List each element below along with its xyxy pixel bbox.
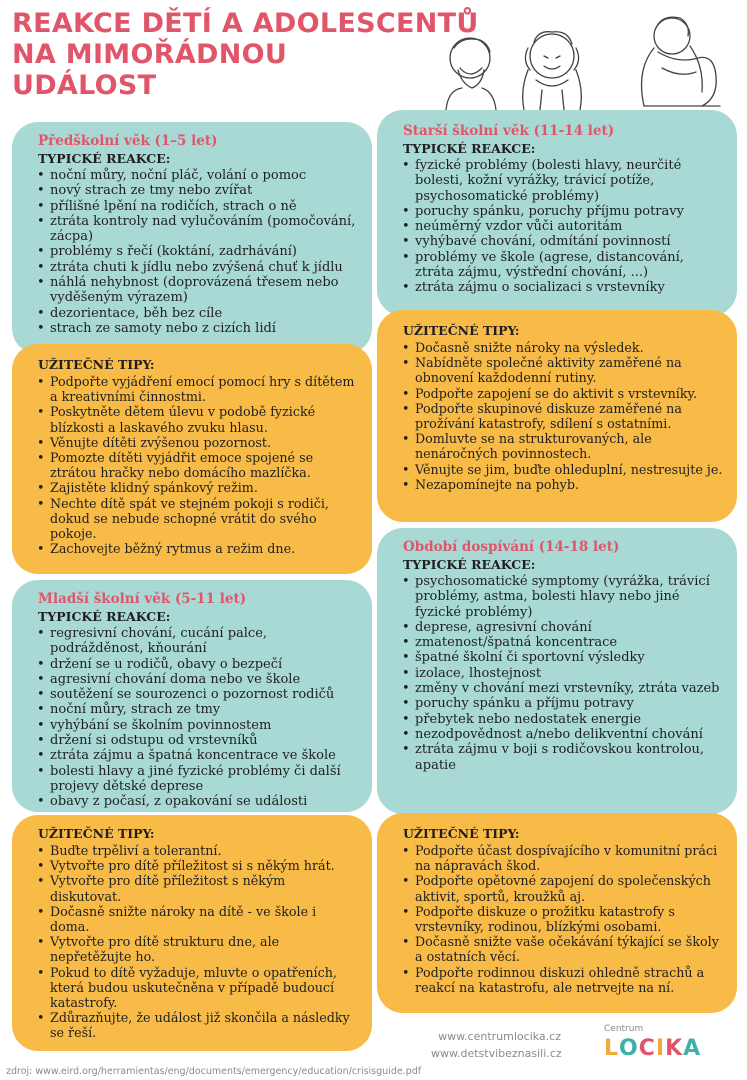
list-item: • noční můry, strach ze tmy <box>36 702 358 717</box>
title-line-3: UDÁLOST <box>12 70 157 101</box>
preschool-subtitle: TYPICKÉ REAKCE: <box>38 151 171 166</box>
list-item: • ztráta chuti k jídlu nebo zvýšená chuť k jídlu <box>36 260 358 275</box>
list-item: • Dočasně snižte vaše očekávání týkající se školy a ostatních věcí. <box>401 934 723 964</box>
younger-tips-title: UŽITEČNÉ TIPY: <box>38 826 155 841</box>
list-item: • fyzické problémy (bolesti hlavy, neurčité bolesti, kožní vyrážky, trávicí potíže, psychosomatické problémy) <box>401 158 723 204</box>
list-item: • Podpořte zapojení se do aktivit s vrstevníky. <box>401 386 723 401</box>
footer-websites <box>431 1028 561 1062</box>
list-item: • Domluvte se na strukturovaných, ale nenáročných povinnostech. <box>401 431 723 461</box>
list-item: • poruchy spánku a příjmu potravy <box>401 696 723 711</box>
list-item: • psychosomatické symptomy (vyrážka, trávicí problémy, astma, bolesti hlavy nebo jiné fyzické problémy) <box>401 574 723 620</box>
list-item: • Vytvořte pro dítě strukturu dne, ale nepřetěžujte ho. <box>36 934 358 964</box>
list-item: • ztráta zájmu v boji s rodičovskou kontrolou, apatie <box>401 742 723 773</box>
logo-letter: I <box>655 1036 665 1061</box>
preschool-list <box>36 168 358 336</box>
list-item: • noční můry, noční pláč, volání o pomoc <box>36 168 358 183</box>
list-item: • problémy ve škole (agrese, distancování, ztráta zájmu, výstřední chování, ...) <box>401 250 723 281</box>
list-item: • Poskytněte dětem úlevu v podobě fyzické blízkosti a laskavého zvuku hlasu. <box>36 404 358 434</box>
list-item: • Nabídněte společné aktivity zaměřené na obnovení každodenní rutiny. <box>401 355 723 385</box>
distressed-children-illustration <box>432 6 742 110</box>
younger-subtitle: TYPICKÉ REAKCE: <box>38 609 171 624</box>
preschool-title: Předškolní věk (1–5 let) <box>38 133 218 149</box>
list-item: • regresivní chování, cucání palce, podrážděnost, kňourání <box>36 626 358 657</box>
list-item: • Dočasně snižte nároky na výsledek. <box>401 340 723 355</box>
logo-letter: K <box>665 1036 683 1061</box>
list-item: • Podpořte účast dospívajícího v komunitní práci na nápravách škod. <box>401 843 723 873</box>
list-item: • špatné školní či sportovní výsledky <box>401 650 723 665</box>
older-subtitle: TYPICKÉ REAKCE: <box>403 141 536 156</box>
list-item: • Věnujte dítěti zvýšenou pozornost. <box>36 435 358 450</box>
title-line-1: REAKCE DĚTÍ A ADOLESCENTŮ <box>12 8 479 39</box>
preschool-tips-title: UŽITEČNÉ TIPY: <box>38 357 155 372</box>
preschool-tips-list <box>36 374 358 556</box>
teen-tips-card <box>377 813 737 1013</box>
list-item: • Vytvořte pro dítě příležitost s někým diskutovat. <box>36 873 358 903</box>
list-item: • agresivní chování doma nebo ve škole <box>36 672 358 687</box>
list-item: • přílišné lpění na rodičích, strach o ně <box>36 199 358 214</box>
list-item: • neúměrný vzdor vůči autoritám <box>401 219 723 234</box>
logo-letter: A <box>683 1036 701 1061</box>
list-item: • Buďte trpěliví a tolerantní. <box>36 843 358 858</box>
younger-title: Mladší školní věk (5-11 let) <box>38 591 247 607</box>
list-item: • problémy s řečí (koktání, zadrhávání) <box>36 244 358 259</box>
younger-tips-card <box>12 815 372 1051</box>
list-item: • Pomozte dítěti vyjádřit emoce spojené se ztrátou hračky nebo domácího mazlíčka. <box>36 450 358 480</box>
list-item: • Nechte dítě spát ve stejném pokoji s rodiči, dokud se nebude schopné vrátit do svého pokoje. <box>36 496 358 542</box>
list-item: • izolace, lhostejnost <box>401 666 723 681</box>
older-tips-title: UŽITEČNÉ TIPY: <box>403 323 520 338</box>
list-item: • Zdůrazňujte, že událost již skončila a následky se řeší. <box>36 1010 358 1040</box>
list-item: • Pokud to dítě vyžaduje, mluvte o opatřeních, která budou uskutečněna v případě budoucí katastrofy. <box>36 965 358 1011</box>
logo-letter: O <box>619 1036 638 1061</box>
list-item: • Podpořte vyjádření emocí pomocí hry s dítětem a kreativními činnostmi. <box>36 374 358 404</box>
list-item: • vyhýbavé chování, odmítání povinností <box>401 234 723 249</box>
logo-caption: Centrum <box>604 1024 644 1034</box>
preschool-tips-card <box>12 344 372 574</box>
list-item: • změny v chování mezi vrstevníky, ztráta vazeb <box>401 681 723 696</box>
younger-list <box>36 626 358 810</box>
list-item: • strach ze samoty nebo z cizích lidí <box>36 321 358 336</box>
younger-card <box>12 580 372 812</box>
list-item: • bolesti hlavy a jiné fyzické problémy či další projevy dětské deprese <box>36 764 358 795</box>
list-item: • nový strach ze tmy nebo zvířat <box>36 183 358 198</box>
list-item: • Podpořte rodinnou diskuzi ohledně strachů a reakcí na katastrofu, ale netrvejte na ní. <box>401 965 723 995</box>
list-item: • soutěžení se sourozenci o pozornost rodičů <box>36 687 358 702</box>
teen-title: Období dospívání (14-18 let) <box>403 539 620 555</box>
list-item: • držení si odstupu od vrstevníků <box>36 733 358 748</box>
title-line-2: NA MIMOŘÁDNOU <box>12 39 288 70</box>
list-item: • vyhýbání se školním povinnostem <box>36 718 358 733</box>
list-item: • Podpořte diskuze o prožitku katastrofy s vrstevníky, rodinou, blízkými osobami. <box>401 904 723 934</box>
list-item: • nezodpovědnost a/nebo delikventní chování <box>401 727 723 742</box>
list-item: • Zajistěte klidný spánkový režim. <box>36 480 358 495</box>
list-item: • Věnujte se jim, buďte ohleduplní, nestresujte je. <box>401 462 723 477</box>
younger-tips-list <box>36 843 358 1041</box>
list-item: • Podpořte skupinové diskuze zaměřené na prožívání katastrofy, sdílení s ostatními. <box>401 401 723 431</box>
website-link-detstvi[interactable]: www.detstvibeznasili.cz <box>431 1047 562 1060</box>
website-link-locika[interactable]: www.centrumlocika.cz <box>438 1030 561 1043</box>
list-item: • ztráta zájmu o socializaci s vrstevníky <box>401 280 723 295</box>
preschool-card <box>12 122 372 354</box>
teen-tips-list <box>401 843 723 995</box>
list-item: • Podpořte opětovné zapojení do společenských aktivit, sportů, kroužků aj. <box>401 873 723 903</box>
list-item: • náhlá nehybnost (doprovázená třesem nebo vyděšeným výrazem) <box>36 275 358 306</box>
list-item: • Vytvořte pro dítě příležitost si s někým hrát. <box>36 858 358 873</box>
older-card <box>377 110 737 316</box>
logo-letter: L <box>604 1036 619 1061</box>
list-item: • dezorientace, běh bez cíle <box>36 306 358 321</box>
list-item: • Zachovejte běžný rytmus a režim dne. <box>36 541 358 556</box>
list-item: • poruchy spánku, poruchy příjmu potravy <box>401 204 723 219</box>
older-title: Starší školní věk (11-14 let) <box>403 123 615 139</box>
list-item: • zmatenost/špatná koncentrace <box>401 635 723 650</box>
teen-tips-title: UŽITEČNÉ TIPY: <box>403 826 520 841</box>
older-tips-list <box>401 340 723 492</box>
list-item: • ztráta kontroly nad vylučováním (pomočování, zácpa) <box>36 214 358 245</box>
locika-logo <box>604 1037 700 1061</box>
source-note: zdroj: www.eird.org/herramientas/eng/documents/emergency/education/crisisguide.pdf <box>6 1066 422 1077</box>
teen-subtitle: TYPICKÉ REAKCE: <box>403 557 536 572</box>
teen-list <box>401 574 723 773</box>
list-item: • deprese, agresivní chování <box>401 620 723 635</box>
list-item: • Dočasně snižte nároky na dítě - ve škole i doma. <box>36 904 358 934</box>
older-tips-card <box>377 310 737 522</box>
list-item: • obavy z počasí, z opakování se události <box>36 794 358 809</box>
teen-card <box>377 528 737 814</box>
page-title <box>12 8 479 101</box>
list-item: • ztráta zájmu a špatná koncentrace ve škole <box>36 748 358 763</box>
list-item: • držení se u rodičů, obavy o bezpečí <box>36 657 358 672</box>
list-item: • přebytek nebo nedostatek energie <box>401 712 723 727</box>
older-list <box>401 158 723 296</box>
logo-letter: C <box>638 1036 655 1061</box>
list-item: • Nezapomínejte na pohyb. <box>401 477 723 492</box>
